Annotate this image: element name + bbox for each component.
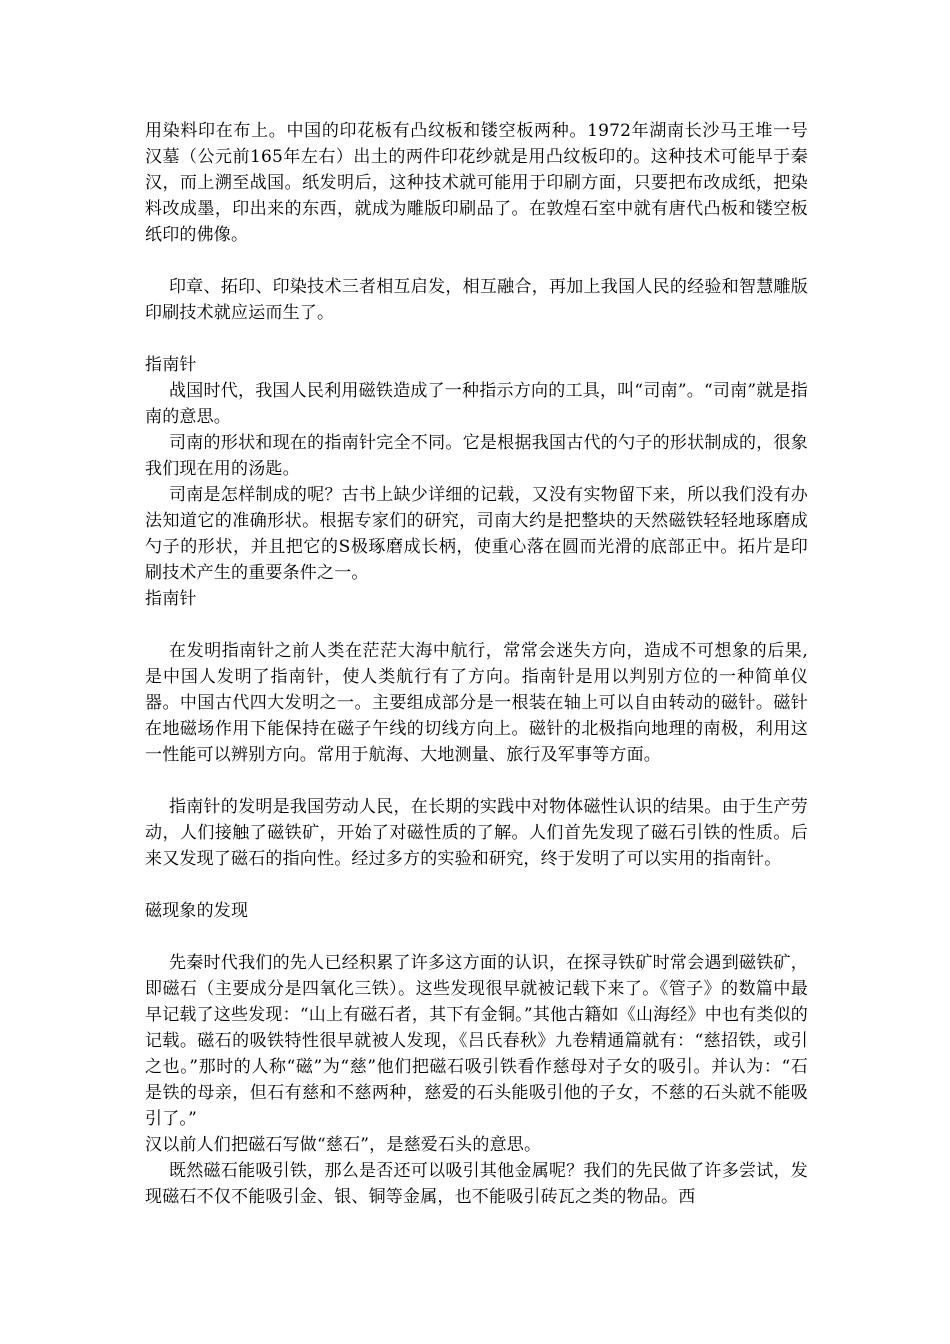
- paragraph-woodblock-origin: 印章、拓印、印染技术三者相互启发，相互融合，再加上我国人民的经验和智慧雕版印刷技术就应运而生了。: [145, 277, 808, 323]
- paragraph-compass-navigation: 在发明指南针之前人类在茫茫大海中航行，常常会迷失方向，造成不可想象的后果,是中国人发明了指南针，使人类航行有了方向。指南针是用以判别方位的一种简单仪器。中国古代四大发明之一。主要组成部分是一根装在轴上可以自由转动的磁针。磁针在地磁场作用下能保持在磁子午线的切线方向上。磁针的北极指向地理的南极，利用这一性能可以辨别方向。常用于航海、大地测量、旅行及军事等方面。: [145, 641, 808, 765]
- paragraph-sinan-shape: 司南的形状和现在的指南针完全不同。它是根据我国古代的勺子的形状制成的，很象我们现在用的汤匙。: [145, 433, 808, 479]
- paragraph-spacer: [145, 924, 808, 950]
- paragraph-spacer: [145, 326, 808, 352]
- section-heading-compass: 指南针: [145, 355, 197, 375]
- paragraph-cishi-name: 汉以前人们把磁石写做“慈石”，是慈爱石头的意思。: [145, 1135, 542, 1155]
- paragraph-spacer: [145, 768, 808, 794]
- paragraph-compass-invention: 指南针的发明是我国劳动人民，在长期的实践中对物体磁性认识的结果。由于生产劳动，人们接触了磁铁矿，开始了对磁性质的了解。人们首先发现了磁石引铁的性质。后来又发现了磁石的指向性。经过多方的实验和研究，终于发明了可以实用的指南针。: [145, 797, 808, 869]
- paragraph-sinan-intro: 战国时代，我国人民利用磁铁造成了一种指示方向的工具，叫“司南”。“司南”就是指南的意思。: [145, 381, 808, 427]
- paragraph-spacer: [145, 248, 808, 274]
- paragraph-printing-dyeing: 用染料印在布上。中国的印花板有凸纹板和镂空板两种。1972年湖南长沙马王堆一号汉墓（公元前165年左右）出土的两件印花纱就是用凸纹板印的。这种技术可能早于秦汉，而上溯至战国。纸发明后，这种技术就可能用于印刷方面，只要把布改成纸，把染料改成墨，印出来的东西，就成为雕版印刷品了。在敦煌石室中就有唐代凸板和镂空板纸印的佛像。: [145, 121, 808, 245]
- paragraph-magnetism-discovery: 先秦时代我们的先人已经积累了许多这方面的认识，在探寻铁矿时常会遇到磁铁矿，即磁石（主要成分是四氧化三铁）。这些发现很早就被记载下来了。《管子》的数篇中最早记载了这些发现：“山上有磁石者，其下有金铜。”其他古籍如《山海经》中也有类似的记载。磁石的吸铁特性很早就被人发现，《吕氏春秋》九卷精通篇就有：“慈招铁，或引之也。”那时的人称“磁”为“慈”他们把磁石吸引铁看作慈母对子女的吸引。并认为：“石是铁的母亲，但石有慈和不慈两种，慈爱的石头能吸引他的子女，不慈的石头就不能吸引了。”: [145, 953, 808, 1129]
- paragraph-spacer: [145, 612, 808, 638]
- document-body: [145, 118, 808, 1210]
- section-heading-magnetism: 磁现象的发现: [145, 901, 249, 921]
- paragraph-sinan-making: 司南是怎样制成的呢？古书上缺少详细的记载，又没有实物留下来，所以我们没有办法知道它的准确形状。根据专家们的研究，司南大约是把整块的天然磁铁轻轻地琢磨成勺子的形状，并且把它的S极琢磨成长柄，使重心落在圆而光滑的底部正中。拓片是印刷技术产生的重要条件之一。: [145, 485, 808, 583]
- paragraph-magnet-attraction: 既然磁石能吸引铁，那么是否还可以吸引其他金属呢？我们的先民做了许多尝试，发现磁石不仅不能吸引金、银、铜等金属，也不能吸引砖瓦之类的物品。西: [145, 1161, 808, 1207]
- section-heading-compass-2: 指南针: [145, 589, 197, 609]
- paragraph-spacer: [145, 872, 808, 898]
